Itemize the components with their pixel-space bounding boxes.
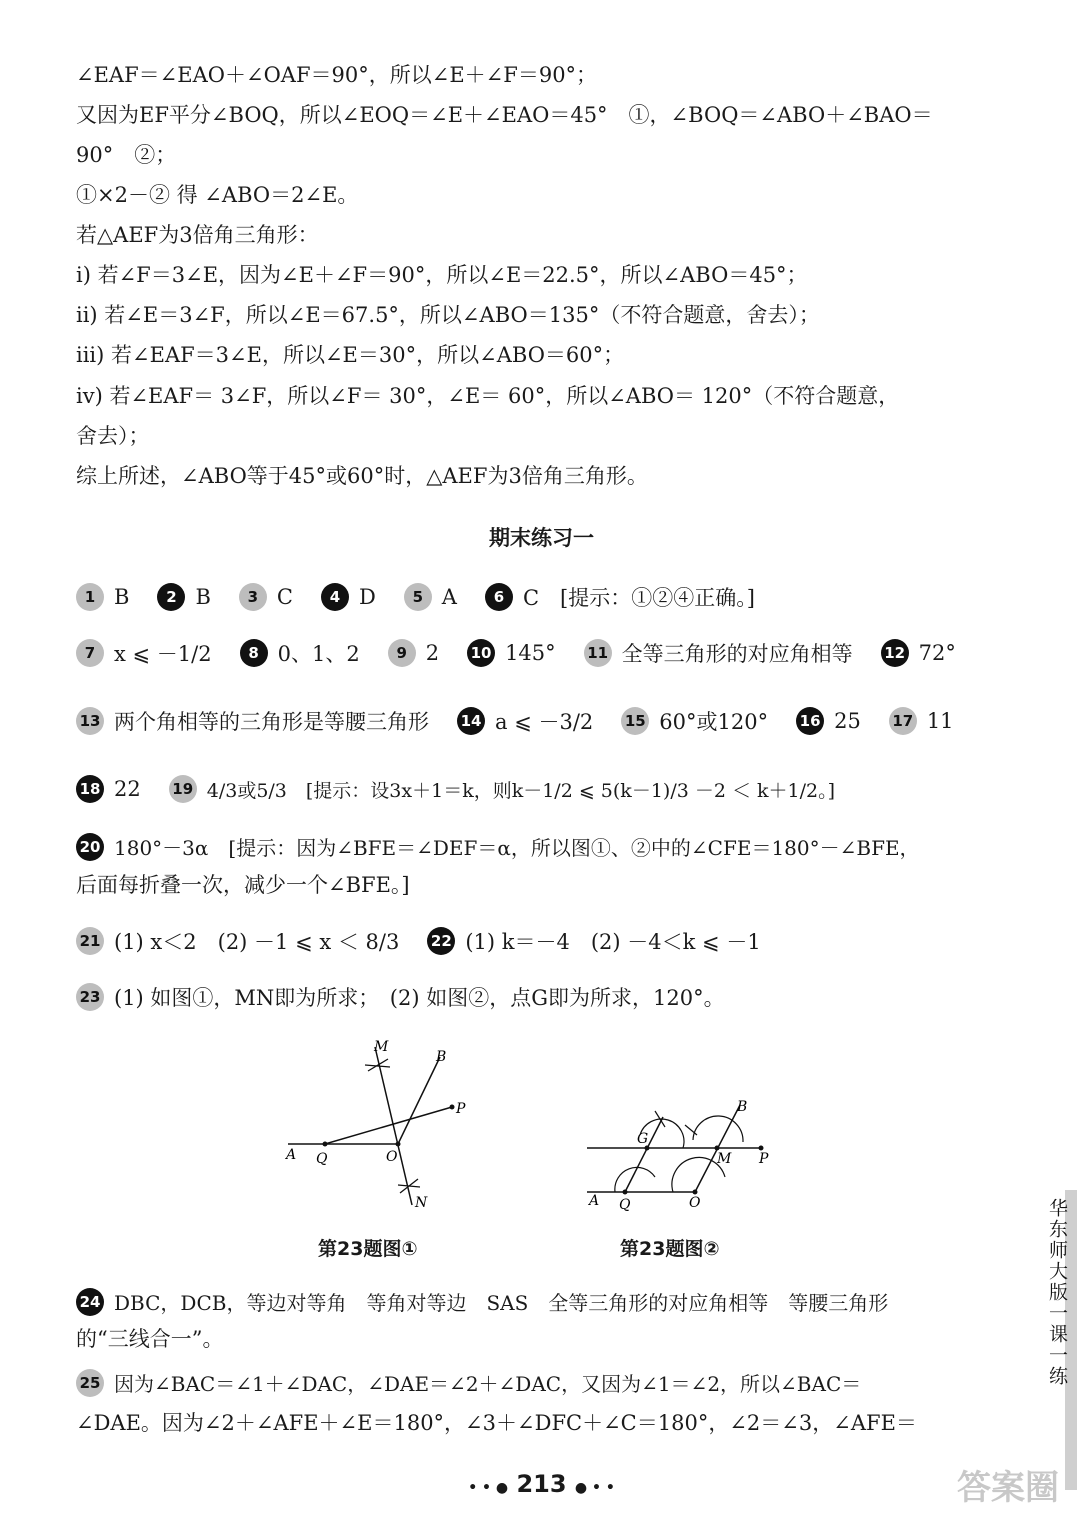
question-number: 6	[485, 583, 513, 611]
question-number: 7	[76, 639, 104, 667]
label-Q: Q	[619, 1197, 631, 1213]
question-number: 1	[76, 583, 104, 611]
answer-25-line2: ∠DAE。因为∠2＋∠AFE＋∠E＝180°，∠3＋∠DFC＋∠C＝180°，∠2＝∠3，∠AFE＝	[76, 1411, 917, 1435]
answer-row-3	[76, 706, 987, 736]
body-line-11: 综上所述，∠ABO等于45°或60°时，△AEF为3倍角三角形。	[76, 464, 648, 488]
label-A: A	[286, 1147, 297, 1163]
figure-2-diagram	[585, 1095, 785, 1220]
answer-text: 11	[926, 709, 954, 733]
answer-text: 4/3或5/3 [提示：设3x＋1＝k，则k－1/2 ⩽ 5(k－1)/3 －2 ＜ k＋1/2。]	[206, 779, 836, 802]
answer-text: DBC，DCB，等边对等角 等角对等边 SAS 全等三角形的对应角相等 等腰三角形	[114, 1291, 889, 1315]
figure-2-caption: 第23题图②	[620, 1238, 720, 1260]
answer-text: 因为∠BAC＝∠1＋∠DAC，∠DAE＝∠2＋∠DAC，又因为∠1＝∠2，所以∠BAC＝	[114, 1372, 862, 1396]
answer-row-6	[76, 926, 987, 956]
label-P: P	[759, 1151, 769, 1167]
question-number: 20	[76, 833, 104, 861]
answer-text: B	[114, 585, 130, 609]
answer-23	[76, 982, 987, 1012]
question-number: 3	[239, 583, 267, 611]
answer-text: x ⩽ －1/2	[114, 642, 212, 666]
answer-text: 180°－3α [提示：因为∠BFE＝∠DEF＝α，所以图①、②中的∠CFE＝180°－∠BFE，	[114, 836, 920, 860]
answer-24-line2: 的“三线合一”。	[76, 1327, 224, 1351]
question-number: 9	[388, 639, 416, 667]
question-number: 13	[76, 707, 104, 735]
label-N: N	[415, 1195, 428, 1211]
answer-text: 全等三角形的对应角相等	[621, 642, 853, 666]
label-M: M	[717, 1151, 732, 1167]
question-number: 5	[404, 583, 432, 611]
figure-1-caption: 第23题图①	[318, 1238, 418, 1260]
label-M: M	[374, 1039, 389, 1055]
answer-20-line2: 后面每折叠一次，减少一个∠BFE。]	[76, 873, 410, 897]
answer-text: C [提示：①②④正确。]	[522, 586, 755, 610]
answer-text: 145°	[505, 641, 556, 665]
body-line-7: ii) 若∠E＝3∠F，所以∠E＝67.5°，所以∠ABO＝135°（不符合题意，舍去）；	[76, 303, 820, 327]
body-line-5: 若△AEF为3倍角三角形：	[76, 223, 319, 247]
answer-text: D	[358, 585, 376, 609]
body-line-8: iii) 若∠EAF＝3∠E，所以∠E＝30°，所以∠ABO＝60°；	[76, 343, 625, 367]
question-number: 21	[76, 927, 104, 955]
body-line-1: ∠EAF＝∠EAO＋∠OAF＝90°，所以∠E＋∠F＝90°；	[76, 63, 598, 87]
answer-text: 60°或120°	[659, 710, 769, 734]
page-decor-right: ● • •	[574, 1480, 615, 1496]
answer-row-2	[76, 638, 987, 668]
watermark-logo: 答案圈	[957, 1468, 1059, 1508]
figure-1-diagram	[280, 1035, 480, 1220]
answer-text: B	[195, 585, 211, 609]
page-number-text: 213	[516, 1470, 567, 1498]
side-tab-text: 华东师大版一课一练	[1046, 1198, 1068, 1387]
answer-text: 2	[425, 641, 440, 665]
answer-text: C	[276, 585, 293, 609]
answer-text: (1) 如图①，MN即为所求； (2) 如图②，点G即为所求，120°。	[114, 986, 725, 1010]
answer-text: a ⩽ －3/2	[495, 710, 594, 734]
question-number: 8	[240, 639, 268, 667]
label-O: O	[689, 1195, 701, 1211]
question-number: 11	[584, 639, 612, 667]
question-number: 10	[467, 639, 495, 667]
question-number: 12	[881, 639, 909, 667]
question-number: 14	[457, 707, 485, 735]
answer-text: (1) x＜2 (2) －1 ⩽ x ＜ 8/3	[114, 930, 400, 954]
section-title: 期末练习一	[489, 526, 594, 550]
question-number: 17	[889, 707, 917, 735]
body-line-10: 舍去）；	[76, 424, 150, 448]
question-number: 16	[796, 707, 824, 735]
label-G: G	[637, 1131, 649, 1147]
answer-text: (1) k＝－4 (2) －4＜k ⩽ －1	[465, 930, 761, 954]
body-line-6: i) 若∠F＝3∠E，因为∠E＋∠F＝90°，所以∠E＝22.5°，所以∠ABO＝45°；	[76, 263, 808, 287]
answer-text: 22	[114, 777, 141, 801]
answer-text: 72°	[918, 641, 956, 665]
question-number: 25	[76, 1369, 104, 1397]
body-line-3: 90° ②；	[76, 143, 177, 167]
label-O: O	[386, 1149, 398, 1165]
label-A: A	[589, 1193, 600, 1209]
answer-row-1	[76, 582, 987, 612]
question-number: 19	[169, 775, 197, 803]
answer-text: A	[441, 585, 457, 609]
answer-row-4	[76, 775, 987, 803]
question-number: 22	[427, 927, 455, 955]
label-Q: Q	[316, 1151, 328, 1167]
label-B: B	[737, 1099, 748, 1115]
answer-text: 两个角相等的三角形是等腰三角形	[114, 710, 429, 734]
label-P: P	[456, 1101, 466, 1117]
question-number: 15	[621, 707, 649, 735]
page-number	[0, 1470, 1083, 1498]
label-B: B	[436, 1049, 447, 1065]
question-number: 4	[321, 583, 349, 611]
answer-24	[76, 1287, 987, 1316]
question-number: 2	[157, 583, 185, 611]
question-number: 24	[76, 1288, 104, 1316]
answer-25	[76, 1368, 987, 1397]
answer-text: 25	[834, 709, 861, 733]
body-line-9: iv) 若∠EAF＝ 3∠F，所以∠F＝ 30°，∠E＝ 60°，所以∠ABO＝ 120°（不符合题意，	[76, 384, 900, 408]
question-number: 23	[76, 983, 104, 1011]
body-line-2: 又因为EF平分∠BOQ，所以∠EOQ＝∠E＋∠EAO＝45° ①，∠BOQ＝∠ABO＋∠BAO＝	[76, 103, 933, 127]
body-line-4: ①×2－② 得 ∠ABO＝2∠E。	[76, 183, 359, 207]
question-number: 18	[76, 775, 104, 803]
answer-20	[76, 832, 987, 861]
page-decor-left: • • ●	[468, 1480, 509, 1496]
answer-text: 0、1、2	[277, 642, 360, 666]
